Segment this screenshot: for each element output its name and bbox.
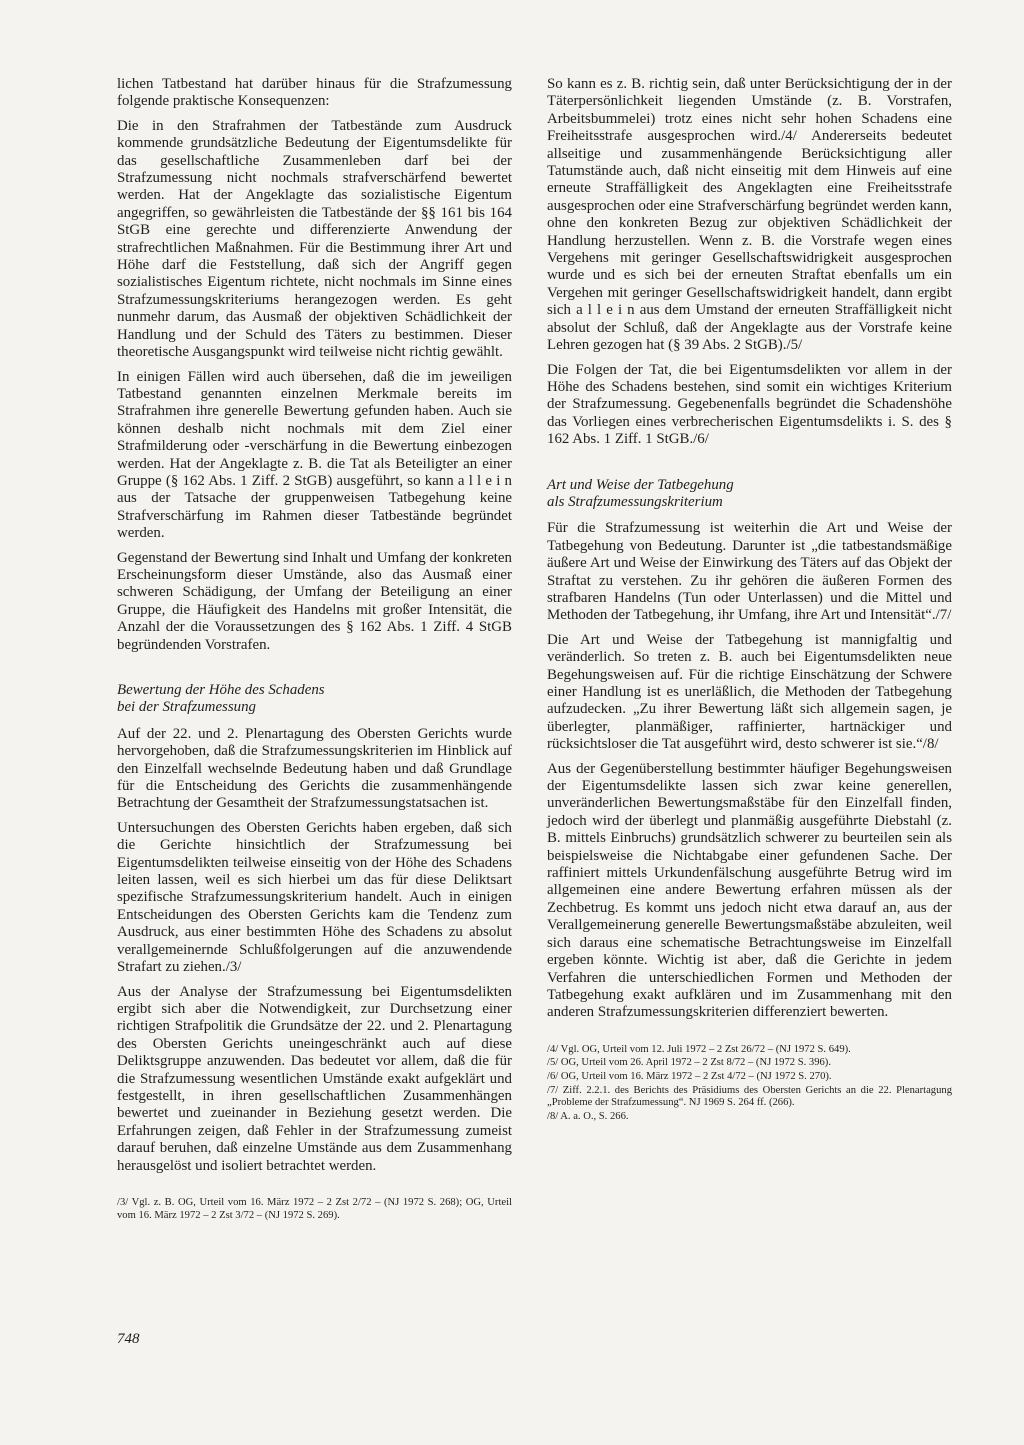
section-heading-damage [117,682,512,717]
heading-line: Bewertung der Höhe des Schadens [117,682,325,698]
paragraph: Aus der Analyse der Strafzumessung bei Eigentumsdelikten ergibt sich aber die Notwendigkeit, zur Durchsetzung einer richtigen Strafpolitik die Grundsätze der 22. und 2. Plenartagung des Obersten Gerichts uneingeschränkt auch auf diese Deliktsgruppe anzuwenden. Das bedeutet vor allem, daß die für die Strafzumessung wesentlichen Umstände exakt aufgeklärt und festgestellt, in ihren gesellschaftlichen Zusammenhängen bewertet und zueinander in Beziehung gesetzt werden. Die Erfahrungen zeigen, daß Fehler in der Strafzumessung zumeist darauf beruhen, daß einzelne Umstände aus dem Zusammenhang herausgelöst und isoliert betrachtet werden. [117,983,512,1174]
paragraph: Auf der 22. und 2. Plenartagung des Obersten Gerichts wurde hervorgehoben, daß die Strafzumessungskriterien im Hinblick auf den Einzelfall wechselnde Bedeutung haben und daß Grundlage für die Entscheidung des Gerichts die zusammenhängende Betrachtung der Gesamtheit der Strafzumessungstatsachen ist. [117,725,512,812]
heading-line: als Strafzumessungskriterium [547,493,723,510]
footnotes [547,1044,952,1124]
paragraph: In einigen Fällen wird auch übersehen, daß die im jeweiligen Tatbestand genannten einzelnen Merkmale bereits im Strafrahmen ihre generelle Bewertung gefunden haben. Auch sie können deshalb nicht nochmals mit dem Ziel einer Strafmilderung oder -verschärfung in die Bewertung einbezogen werden. Hat der Angeklagte z. B. die Tat als Beteiligter an einer Gruppe (§ 162 Abs. 1 Ziff. 2 StGB) ausgeführt, so kann a l l e i n aus der Tatsache der gruppenweisen Tatbegehung keine Strafverschärfung im Rahmen dieser Tatbestände begründet werden. [117,368,512,542]
paragraph: Aus der Gegenüberstellung bestimmter häufiger Begehungsweisen der Eigentumsdelikte lassen sich zwar keine generellen, unveränderlichen Bewertungsmaßstäbe für den Einzelfall finden, jedoch wird der überlegt und planmäßig ausgeführte Diebstahl (z. B. mittels Einbruchs) grundsätzlich schwerer zu beurteilen sein als beispielsweise die Nichtabgabe einer gefundenen Sache. Der raffiniert mittels Urkundenfälschung ausgeführte Betrug wird im allgemeinen eine andere Bewertung erfahren müssen als der Zechbetrug. Es kommt uns jedoch nicht etwa darauf an, aus der Verallgemeinerung generelle Bewertungsmaßstäbe abzuleiten, weil sich daraus eine schematische Betrachtungsweise im Einzelfall ergeben könnte. Wichtig ist aber, daß die Gerichte in jedem Verfahren die unterschiedlichen Formen und Methoden der Tatbegehung exakt aufklären und im Zusammenhang mit den anderen Strafzumessungskriterien differenziert bewerten. [547,760,952,1021]
heading-line: Art und Weise der Tatbegehung [547,476,734,493]
paragraph: Untersuchungen des Obersten Gerichts haben ergeben, daß sich die Gerichte hinsichtlich der Strafzumessung bei Eigentumsdelikten teilweise einseitig von der Höhe des Schadens leiten lassen, weil es sich hierbei um das für diese Deliktsart spezifische Strafzumessungskriterium handelt. Auch in einigen Entscheidungen des Obersten Gerichts kam die Tendenz zum Ausdruck, aus einer bestimmten Höhe des Schadens zu absolut verallgemeinernde Schlußfolgerungen auf die anzuwendende Strafart zu ziehen./3/ [117,819,512,976]
footnote: /3/ Vgl. z. B. OG, Urteil vom 16. März 1972 – 2 Zst 2/72 – (NJ 1972 S. 268); OG, Urteil vom 16. März 1972 – 2 Zst 3/72 – (NJ 1972 S. 269). [117,1196,512,1221]
paragraph: Die Folgen der Tat, die bei Eigentumsdelikten vor allem in der Höhe des Schadens bestehen, sind somit ein wichtiges Kriterium der Strafzumessung. Gegebenenfalls begründet die Schadenshöhe das Vorliegen eines verbrecherischen Eigentumsdelikts i. S. des § 162 Abs. 1 Ziff. 1 StGB./6/ [547,361,952,448]
paragraph: Die Art und Weise der Tatbegehung ist mannigfaltig und veränderlich. So treten z. B. auch bei Eigentumsdelikten neue Begehungsweisen auf. Für die richtige Einschätzung der Schwere einer Handlung ist es unerläßlich, die Methoden der Tatbegehung aufzudecken. „Zu ihrer Bewertung läßt sich allgemein sagen, je überlegter, planmäßiger, raffinierter, hartnäckiger und rücksichtsloser die Tat ausgeführt wird, desto schwerer ist sie.“/8/ [547,631,952,753]
paragraph: So kann es z. B. richtig sein, daß unter Berücksichtigung der in der Täterpersönlichkeit liegenden Umstände (z. B. Vorstrafen, Arbeitsbummelei) trotz eines nicht sehr hohen Schadens eine Freiheitsstrafe ausgesprochen wird./4/ Andererseits bedeutet allseitige und zusammenhängende Berücksichtigung aller Tatumstände auch, daß nicht einseitig mit dem Hinweis auf eine erneute Straffälligkeit des Angeklagten eine Freiheitsstrafe ausgesprochen oder eine Strafverschärfung begründet werden kann, ohne den konkreten Bezug zur objektiven Schädlichkeit der Handlung herzustellen. Wenn z. B. die Vorstrafe wegen eines Vergehens mit geringer Gesellschaftswidrigkeit ausgesprochen wurde und es sich bei der erneuten Straftat ebenfalls um ein Vergehen mit geringer Gesellschaftswidrigkeit handelt, dann ergibt sich a l l e i n aus dem Umstand der erneuten Straffälligkeit nicht absolut der Schluß, daß der Angeklagte aus der Vorstrafe keine Lehren gezogen hat (§ 39 Abs. 2 StGB)./5/ [547,76,952,354]
paragraph: Die in den Strafrahmen der Tatbestände zum Ausdruck kommende grundsätzliche Bedeutung der Eigentumsdelikte für das gesellschaftliche Zusammenleben darf bei der Strafzumessung nicht nochmals strafverschärfend bewertet werden. Hat der Angeklagte das sozialistische Eigentum angegriffen, so gewährleisten die Tatbestände der §§ 161 bis 164 StGB eine gerechte und differenzierte Anwendung der strafrechtlichen Maßnahmen. Für die Bestimmung ihrer Art und Höhe darf die Feststellung, daß sich der Angriff gegen sozialistisches Eigentum richtete, nicht nochmals im Sinne eines Strafzumessungskriteriums herangezogen werden. Es geht nunmehr darum, das Ausmaß der objektiven Schädlichkeit der Handlung und der Schuld des Täters zu bestimmen. Dieser theoretische Ausgangspunkt wird teilweise nicht richtig gewählt. [117,117,512,361]
page-number: 748 [117,1331,140,1347]
footnote: /4/ Vgl. OG, Urteil vom 12. Juli 1972 – 2 Zst 26/72 – (NJ 1972 S. 649). [547,1043,851,1055]
left-column [117,76,512,1223]
paragraph: Für die Strafzumessung ist weiterhin die Art und Weise der Tatbegehung von Bedeutung. Darunter ist „die tatbestandsmäßige äußere Art und Weise der Einwirkung des Täters auf das Objekt der Straftat zu verstehen. Zu ihr gehören die äußeren Formen des strafbaren Handelns (Tun oder Unterlassen) und die Mittel und Methoden der Tatbegehung, ihr Umfang, ihre Art und Intensität“./7/ [547,520,952,624]
section-heading-method [547,477,952,512]
footnote: /7/ Ziff. 2.2.1. des Berichts des Präsidiums des Obersten Gerichts an die 22. Plenartagung „Probleme der Strafzumessung“. NJ 1969 S. 264 ff. (266). [547,1084,952,1109]
footnote: /5/ OG, Urteil vom 26. April 1972 – 2 Zst 8/72 – (NJ 1972 S. 396). [547,1057,831,1069]
footnote: /8/ A. a. O., S. 266. [547,1110,629,1122]
paragraph: Gegenstand der Bewertung sind Inhalt und Umfang der konkreten Erscheinungsform dieser Umstände, also das Ausmaß einer schweren Schädigung, der Umfang der Beteiligung an einer Gruppe, die Häufigkeit des Handelns mit großer Intensität, die Anzahl der die Voraussetzungen des § 162 Abs. 1 Ziff. 4 StGB begründenden Vorstrafen. [117,549,512,653]
heading-line: bei der Strafzumessung [117,699,256,716]
right-column [547,76,952,1124]
footnotes [117,1197,512,1222]
footnote: /6/ OG, Urteil vom 16. März 1972 – 2 Zst 4/72 – (NJ 1972 S. 270). [547,1070,832,1082]
paragraph: lichen Tatbestand hat darüber hinaus für die Strafzumessung folgende praktische Konsequenzen: [117,76,512,110]
